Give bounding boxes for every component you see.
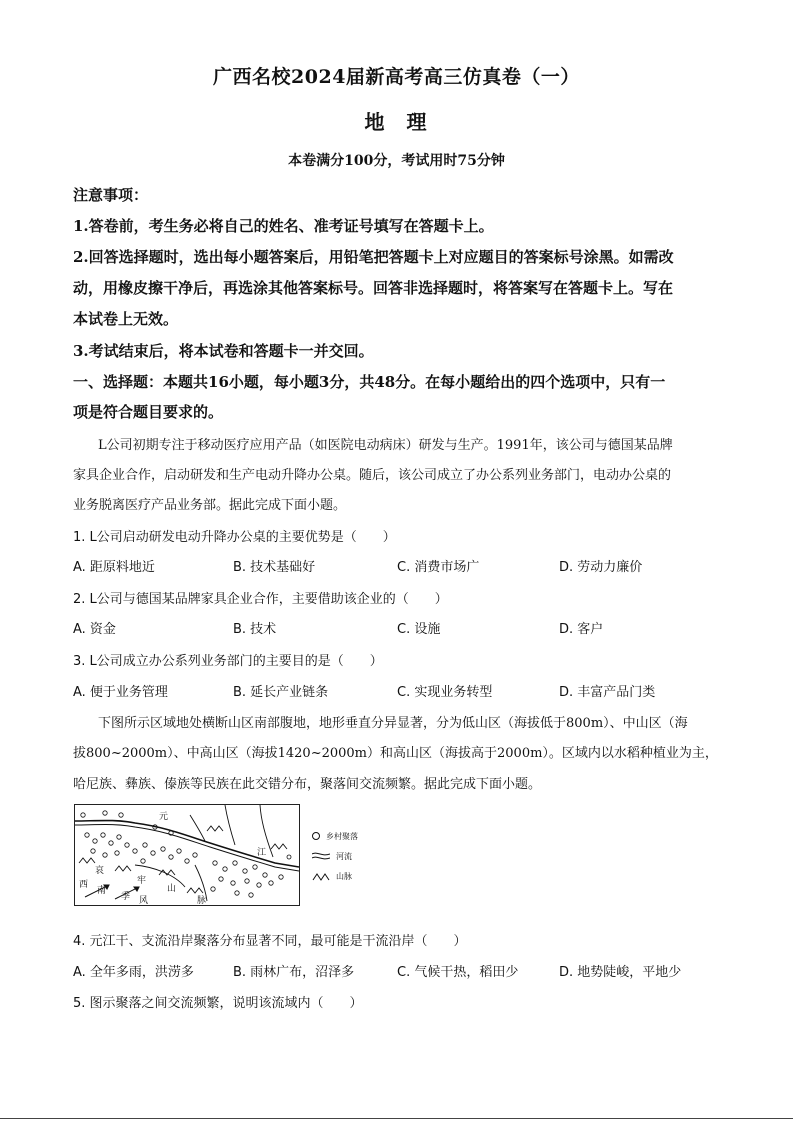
question-3-option-b: B. 延长产业链条	[233, 685, 329, 700]
question-4-option-c: C. 气候干热，稻田少	[397, 965, 519, 980]
legend-panel	[312, 826, 392, 886]
question-1-option-d: D. 劳动力廉价	[559, 560, 643, 575]
label-mai: 脉	[197, 896, 207, 905]
passage-2-line-2: 拔800~2000m）、中高山区（海拔1420~2000m）和高山区（海拔高于2000m）。区域内以水稻种植业为主，	[73, 746, 718, 761]
question-3-option-c: C. 实现业务转型	[397, 685, 493, 700]
passage-1-line-3: 业务脱离医疗产品业务部。据此完成下面小题。	[73, 498, 347, 513]
region-map	[74, 804, 300, 906]
question-1-stem: 1. L公司启动研发电动升降办公桌的主要优势是（ ）	[73, 530, 396, 545]
question-2-option-d: D. 客户	[559, 622, 604, 637]
question-4-option-d: D. 地势陡峻，平地少	[559, 965, 682, 980]
label-lao: 牢	[137, 876, 147, 886]
mountain-range	[79, 826, 287, 893]
subject-title: 地理	[364, 110, 449, 134]
question-4-option-a: A. 全年多雨，洪涝多	[73, 965, 194, 980]
map-drawing	[75, 805, 299, 905]
label-feng: 风	[139, 896, 149, 905]
notes-heading: 注意事项：	[73, 186, 149, 204]
question-2-stem: 2. L公司与德国某品牌家具企业合作，主要借助该企业的（ ）	[73, 592, 448, 607]
question-3-option-d: D. 丰富产品门类	[559, 685, 656, 700]
note-item-3: 3.考试结束后，将本试卷和答题卡一并交回。	[73, 342, 374, 360]
question-2-option-a: A. 资金	[73, 622, 116, 637]
passage-2-line-1: 下图所示区域地处横断山区南部腹地，地形垂直分异显著，分为低山区（海拔低于800m）、中山区（海	[98, 716, 688, 731]
river-icon	[312, 851, 330, 861]
legend-mountain: 山脉	[336, 871, 352, 881]
label-yuan: 元	[159, 812, 169, 822]
passage-1-line-2: 家具企业合作，启动研发和生产电动升降办公桌。随后，该公司成立了办公系列业务部门，电动办公桌的	[73, 468, 672, 483]
tributary	[225, 805, 235, 845]
label-ai: 哀	[95, 866, 105, 876]
exam-title: 广西名校2024届新高考高三仿真卷（一）	[213, 66, 580, 88]
question-4-stem: 4. 元江干、支流沿岸聚落分布显著不同，最可能是干流沿岸（ ）	[73, 934, 467, 949]
question-4-option-b: B. 雨林广布，沼泽多	[233, 965, 355, 980]
page-bottom-rule	[0, 1118, 793, 1119]
note-item-2-line-3: 本试卷上无效。	[73, 310, 179, 328]
label-shan: 山	[167, 884, 177, 894]
question-3-stem: 3. L公司成立办公系列业务部门的主要目的是（ ）	[73, 654, 383, 669]
monsoon-arrows	[85, 885, 139, 899]
note-item-2-line-2: 动，用橡皮擦干净后，再选涂其他答案标号。回答非选择题时，将答案写在答题卡上。写在	[73, 279, 674, 297]
map-legend	[287, 855, 291, 859]
label-ji: 季	[121, 892, 131, 902]
section-heading-line-2: 项是符合题目要求的。	[73, 403, 224, 421]
question-1-option-b: B. 技术基础好	[233, 560, 316, 575]
legend-river: 河流	[336, 851, 352, 861]
note-item-2-line-1: 2.回答选择题时，选出每小题答案后，用铅笔把答题卡上对应题目的答案标号涂黑。如需改	[73, 248, 674, 266]
mountain-icon	[312, 871, 330, 881]
question-1-option-c: C. 消费市场广	[397, 560, 480, 575]
note-item-1: 1.答卷前，考生务必将自己的姓名、准考证号填写在答题卡上。	[73, 217, 494, 235]
question-1-option-a: A. 距原料地近	[73, 560, 155, 575]
settlement-icon	[312, 832, 320, 840]
question-2-option-c: C. 设施	[397, 622, 441, 637]
label-nan: 南	[97, 886, 107, 896]
exam-info: 本卷满分100分，考试用时75分钟	[288, 153, 505, 169]
legend-settlement: 乡村聚落	[326, 831, 358, 841]
passage-1-line-1: L公司初期专注于移动医疗应用产品（如医院电动病床）研发与生产。1991年，该公司与德国某品牌	[98, 438, 673, 453]
question-2-option-b: B. 技术	[233, 622, 277, 637]
label-jiang: 江	[257, 848, 267, 858]
question-5-stem: 5. 图示聚落之间交流频繁，说明该流域内（ ）	[73, 996, 363, 1011]
section-heading-line-1: 一、选择题：本题共16小题，每小题3分，共48分。在每小题给出的四个选项中，只有一	[73, 373, 666, 391]
passage-2-line-3: 哈尼族、彝族、傣族等民族在此交错分布，聚落间交流频繁。据此完成下面小题。	[73, 777, 542, 792]
label-xi: 西	[79, 880, 89, 890]
question-3-option-a: A. 便于业务管理	[73, 685, 168, 700]
